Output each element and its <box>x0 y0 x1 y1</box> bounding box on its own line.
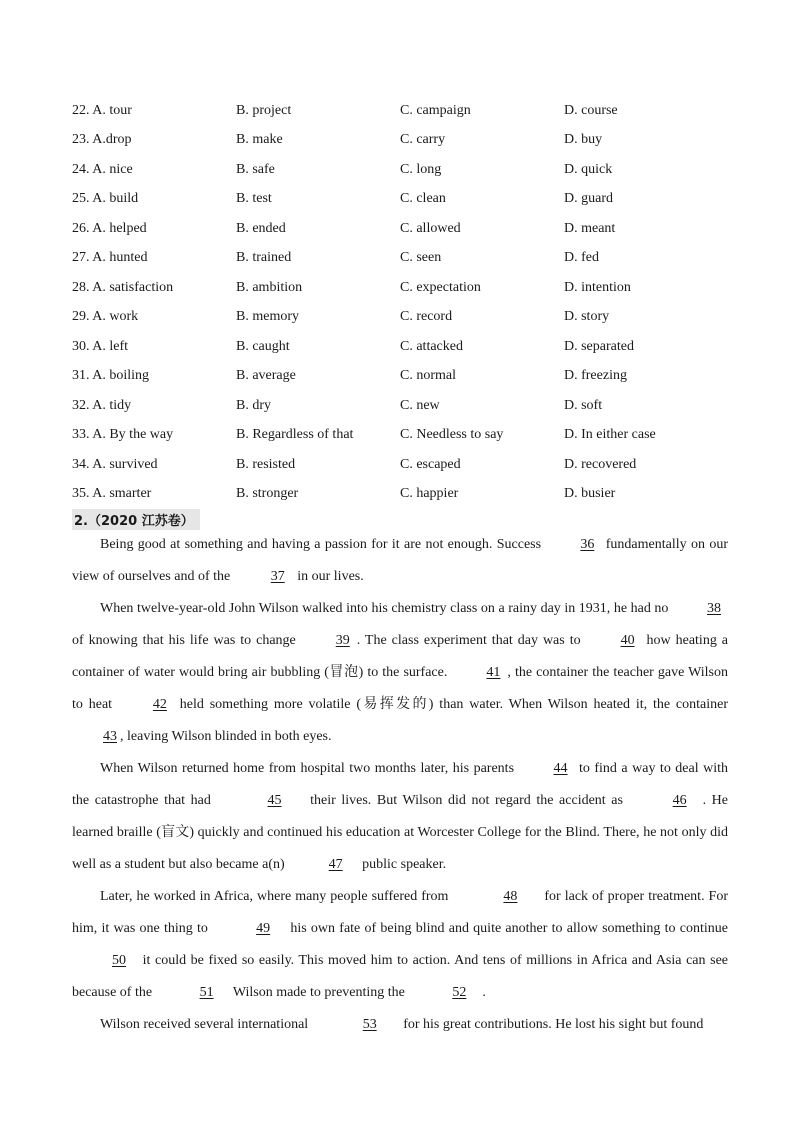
option-a: 34. A. survived <box>72 456 158 472</box>
blank-43: 43 <box>103 729 117 744</box>
option-row <box>72 273 732 303</box>
passage-text: his own fate of being blind and quite another to allow something to continue <box>286 921 728 936</box>
option-b: B. Regardless of that <box>236 427 354 443</box>
option-b: B. dry <box>236 397 271 413</box>
passage-text: their lives. But Wilson did not regard the accident as <box>304 793 629 808</box>
option-b: B. resisted <box>236 456 296 472</box>
option-c: C. record <box>400 309 453 325</box>
passage-text: , leaving Wilson blinded in both eyes. <box>120 729 332 744</box>
passage-text: for his great contributions. He lost his sight but found <box>399 1017 704 1032</box>
option-row <box>72 303 732 333</box>
option-d: D. intention <box>564 279 631 295</box>
option-d: D. freezing <box>564 368 627 384</box>
option-b: B. stronger <box>236 486 299 502</box>
option-row <box>72 126 732 156</box>
option-d: D. course <box>564 102 618 118</box>
blank-39: 39 <box>335 633 350 648</box>
option-row <box>72 155 732 185</box>
blank-37: 37 <box>270 569 285 584</box>
option-d: D. In either case <box>564 427 656 443</box>
option-b: B. test <box>236 191 272 207</box>
option-c: C. escaped <box>400 456 461 472</box>
option-row <box>72 421 732 451</box>
option-row <box>72 450 732 480</box>
option-c: C. carry <box>400 132 446 148</box>
paragraph <box>72 1009 728 1041</box>
passage-text: Later, he worked in Africa, where many people suffered from <box>100 889 453 904</box>
option-a: 27. A. hunted <box>72 250 148 266</box>
option-a: 26. A. helped <box>72 220 147 236</box>
option-d: D. quick <box>564 161 613 177</box>
option-b: B. memory <box>236 309 299 325</box>
passage-text: held something more volatile (易挥发的) than water. When Wilson heated it, the container <box>173 697 728 712</box>
paragraph <box>72 753 728 881</box>
option-row <box>72 185 732 215</box>
option-a: 22. A. tour <box>72 102 132 118</box>
passage-text: . <box>482 985 486 1000</box>
passage-text: in our lives. <box>293 569 364 584</box>
paragraph <box>72 881 728 1009</box>
blank-36: 36 <box>580 537 595 552</box>
option-d: D. recovered <box>564 456 637 472</box>
blank-41: 41 <box>486 665 501 680</box>
paragraph <box>72 529 728 593</box>
passage-text: When Wilson returned home from hospital two months later, his parents <box>100 761 519 776</box>
option-d: D. fed <box>564 250 599 266</box>
option-row <box>72 391 732 421</box>
option-a: 32. A. tidy <box>72 397 132 413</box>
passage-text: . The class experiment that day was to <box>356 633 586 648</box>
passage-text: of knowing that his life was to change <box>72 633 301 648</box>
option-d: D. guard <box>564 191 613 207</box>
blank-48: 48 <box>503 889 518 904</box>
option-d: D. busier <box>564 486 616 502</box>
option-row <box>72 96 732 126</box>
passage-text: how heating a container of water would bring air bubbling (冒泡) to the surface. <box>72 633 729 680</box>
option-c: C. campaign <box>400 102 471 118</box>
passage-text: Wilson received several international <box>100 1017 312 1032</box>
option-c: C. seen <box>400 250 442 266</box>
option-c: C. long <box>400 161 442 177</box>
option-c: C. attacked <box>400 338 463 354</box>
option-a: 31. A. boiling <box>72 368 150 384</box>
option-a: 28. A. satisfaction <box>72 279 174 295</box>
section-title: 2.（2020 江苏卷） <box>72 509 200 530</box>
option-c: C. new <box>400 397 440 413</box>
blank-45: 45 <box>267 793 282 808</box>
option-d: D. story <box>564 309 610 325</box>
option-a: 30. A. left <box>72 338 128 354</box>
option-row <box>72 362 732 392</box>
blank-49: 49 <box>256 921 271 936</box>
option-b: B. ended <box>236 220 286 236</box>
option-row <box>72 214 732 244</box>
blank-38: 38 <box>707 601 721 616</box>
option-a: 29. A. work <box>72 309 139 325</box>
blank-42: 42 <box>152 697 167 712</box>
option-row <box>72 480 732 510</box>
option-row <box>72 332 732 362</box>
answer-options-list <box>72 96 732 509</box>
blank-51: 51 <box>199 985 214 1000</box>
option-b: B. average <box>236 368 296 384</box>
passage-text: it could be fixed so easily. This moved him to action. And tens of millions in Africa and Asia can see because of the <box>72 953 728 1000</box>
blank-50: 50 <box>112 953 126 968</box>
passage-text: , the container the teacher gave Wilson to heat <box>72 665 728 712</box>
passage-text: Being good at something and having a passion for it are not enough. Success <box>100 537 546 552</box>
option-c: C. expectation <box>400 279 481 295</box>
option-c: C. Needless to say <box>400 427 504 443</box>
option-b: B. ambition <box>236 279 303 295</box>
passage-text: When twelve-year-old John Wilson walked into his chemistry class on a rainy day in 1931, he had no <box>100 601 672 616</box>
option-a: 33. A. By the way <box>72 427 174 443</box>
option-a: 23. A.drop <box>72 132 132 148</box>
passage-text: to find a way to deal with the catastrophe that had <box>72 761 729 808</box>
option-c: C. allowed <box>400 220 461 236</box>
option-d: D. meant <box>564 220 616 236</box>
option-b: B. make <box>236 132 283 148</box>
option-a: 25. A. build <box>72 191 139 207</box>
blank-44: 44 <box>553 761 568 776</box>
option-b: B. trained <box>236 250 292 266</box>
blank-46: 46 <box>672 793 687 808</box>
blank-40: 40 <box>620 633 635 648</box>
blank-53: 53 <box>362 1017 377 1032</box>
cloze-passage <box>72 529 728 1041</box>
passage-text: Wilson made to preventing the <box>229 985 409 1000</box>
option-d: D. separated <box>564 338 634 354</box>
option-c: C. clean <box>400 191 446 207</box>
option-row <box>72 244 732 274</box>
option-b: B. project <box>236 102 292 118</box>
option-d: D. soft <box>564 397 603 413</box>
option-c: C. happier <box>400 486 459 502</box>
passage-text: public speaker. <box>358 857 447 872</box>
passage-text: for lack of proper treatment. For him, it was one thing to <box>72 889 729 936</box>
blank-47: 47 <box>328 857 343 872</box>
option-a: 24. A. nice <box>72 161 133 177</box>
passage-text: . He learned braille (盲文) quickly and continued his education at Worcester College for the Blind. There, he not only did well as a student but also became a(n) <box>72 793 729 872</box>
option-c: C. normal <box>400 368 456 384</box>
option-d: D. buy <box>564 132 603 148</box>
blank-52: 52 <box>452 985 467 1000</box>
passage-text: fundamentally on our view of ourselves and of the <box>72 537 728 584</box>
option-b: B. caught <box>236 338 290 354</box>
paragraph <box>72 593 728 753</box>
option-a: 35. A. smarter <box>72 486 152 502</box>
option-b: B. safe <box>236 161 275 177</box>
